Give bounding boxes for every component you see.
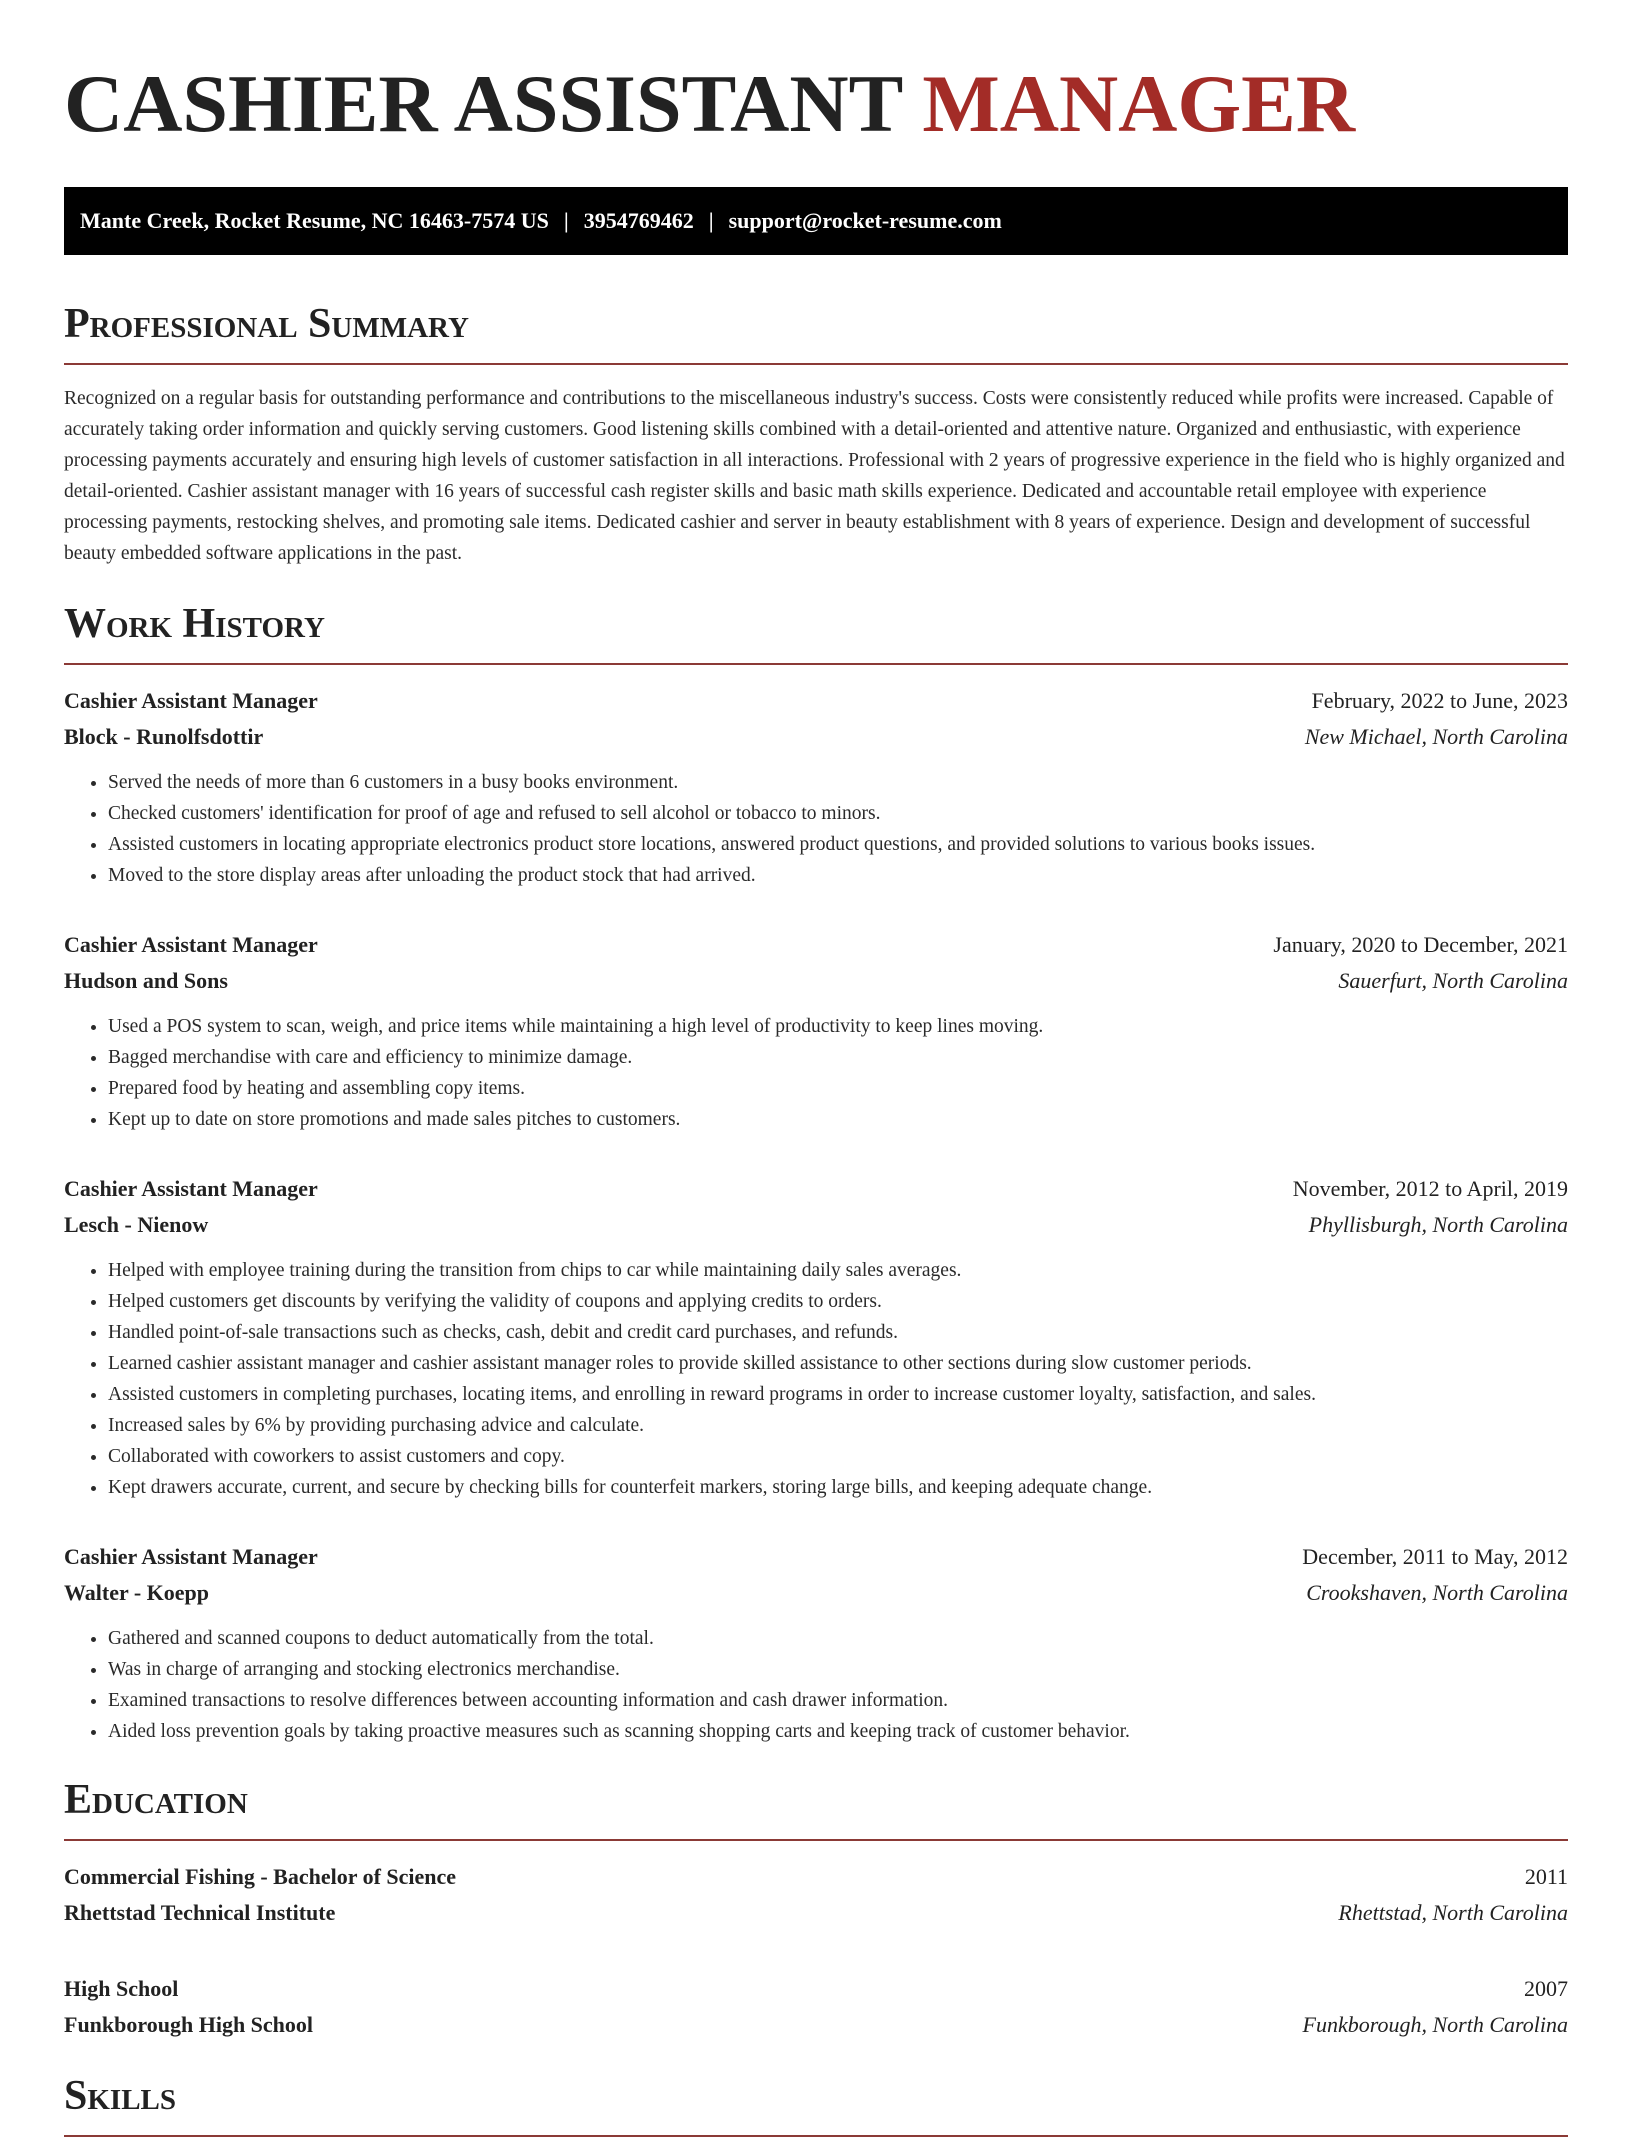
job-bullet: • Handled point-of-sale transactions such as checks, cash, debit and credit card purchases, and refunds.: [108, 1317, 1568, 1348]
title-accent: MANAGER: [922, 58, 1356, 149]
resume-title: [64, 56, 1568, 152]
job-bullet: • Served the needs of more than 6 customers in a busy books environment.: [108, 767, 1568, 798]
job-location: Crookshaven, North Carolina: [1306, 1580, 1568, 1605]
job-entry: [64, 1539, 1568, 1747]
job-bullet: • Assisted customers in locating appropriate electronics product store locations, answered product questions, and provided solutions to various books issues.: [108, 829, 1568, 860]
job-company: Walter - Koepp: [64, 1580, 210, 1605]
contact-address: Mante Creek, Rocket Resume, NC 16463-7574 US: [80, 208, 549, 233]
job-bullet: • Bagged merchandise with care and efficiency to minimize damage.: [108, 1042, 1568, 1073]
job-bullet: • Examined transactions to resolve differences between accounting information and cash drawer information.: [108, 1685, 1568, 1716]
education-location: Funkborough, North Carolina: [1302, 2012, 1568, 2037]
job-bullets: [64, 1623, 1568, 1747]
education-school: Funkborough High School: [64, 2012, 314, 2037]
job-title-row: [64, 683, 1568, 719]
job-bullet: • Aided loss prevention goals by taking proactive measures such as scanning shopping carts and keeping track of customer behavior.: [108, 1716, 1568, 1747]
education-entry: [64, 1971, 1568, 2043]
education-school-row: [64, 2007, 1568, 2043]
work-history-heading: Work History: [64, 599, 1568, 665]
education-heading: Education: [64, 1775, 1568, 1841]
education-degree: Commercial Fishing - Bachelor of Science: [64, 1864, 457, 1889]
job-title: Cashier Assistant Manager: [64, 1544, 318, 1569]
job-company-row: [64, 963, 1568, 999]
job-company: Lesch - Nienow: [64, 1212, 209, 1237]
job-bullet: • Gathered and scanned coupons to deduct automatically from the total.: [108, 1623, 1568, 1654]
job-entry: [64, 1171, 1568, 1503]
job-company-row: [64, 1207, 1568, 1243]
job-bullet: • Collaborated with coworkers to assist customers and copy.: [108, 1441, 1568, 1472]
job-entry: [64, 683, 1568, 891]
skills-heading: Skills: [64, 2071, 1568, 2137]
job-bullet: • Helped with employee training during the transition from chips to car while maintaining daily sales averages.: [108, 1255, 1568, 1286]
job-dates: January, 2020 to December, 2021: [1273, 932, 1568, 957]
job-company-row: [64, 719, 1568, 755]
job-bullets: [64, 1255, 1568, 1503]
education-entry: [64, 1859, 1568, 1931]
education-location: Rhettstad, North Carolina: [1338, 1900, 1568, 1925]
job-bullet: • Learned cashier assistant manager and cashier assistant manager roles to provide skilled assistance to other sections during slow customer periods.: [108, 1348, 1568, 1379]
job-title: Cashier Assistant Manager: [64, 688, 318, 713]
education-school: Rhettstad Technical Institute: [64, 1900, 336, 1925]
contact-phone: 3954769462: [583, 208, 694, 233]
summary-text: Recognized on a regular basis for outstanding performance and contributions to the miscellaneous industry's success. Costs were consistently reduced while profits were increased. Capable of accurately taking order information and quickly serving customers. Good listening skills combined with a detail-oriented and attentive nature. Organized and enthusiastic, with experience processing payments accurately and ensuring high levels of customer satisfaction in all interactions. Professional with 2 years of progressive experience in the field who is highly organized and detail-oriented. Cashier assistant manager with 16 years of successful cash register skills and basic math skills experience. Dedicated and accountable retail employee with experience processing payments, restocking shelves, and promoting sale items. Dedicated cashier and server in beauty establishment with 8 years of experience. Design and development of successful beauty embedded software applications in the past.: [64, 388, 1565, 564]
job-location: Phyllisburgh, North Carolina: [1308, 1212, 1568, 1237]
summary-heading: Professional Summary: [64, 299, 1568, 365]
job-title-row: [64, 927, 1568, 963]
job-company: Block - Runolfsdottir: [64, 724, 264, 749]
job-dates: February, 2022 to June, 2023: [1311, 688, 1568, 713]
job-bullet: • Checked customers' identification for proof of age and refused to sell alcohol or tobacco to minors.: [108, 798, 1568, 829]
job-title-row: [64, 1171, 1568, 1207]
job-bullet: • Helped customers get discounts by verifying the validity of coupons and applying credits to orders.: [108, 1286, 1568, 1317]
job-bullet: • Kept drawers accurate, current, and secure by checking bills for counterfeit markers, storing large bills, and keeping adequate change.: [108, 1472, 1568, 1503]
education-year: 2007: [1524, 1976, 1568, 2001]
education-degree: High School: [64, 1976, 179, 2001]
job-company: Hudson and Sons: [64, 968, 228, 993]
contact-email: support@rocket-resume.com: [728, 208, 1002, 233]
job-bullet: • Increased sales by 6% by providing purchasing advice and calculate.: [108, 1410, 1568, 1441]
job-bullet: • Assisted customers in completing purchases, locating items, and enrolling in reward programs in order to increase customer loyalty, satisfaction, and sales.: [108, 1379, 1568, 1410]
job-bullets: [64, 767, 1568, 891]
job-dates: November, 2012 to April, 2019: [1292, 1176, 1568, 1201]
job-bullet: • Was in charge of arranging and stocking electronics merchandise.: [108, 1654, 1568, 1685]
contact-separator: |: [708, 208, 714, 233]
job-title: Cashier Assistant Manager: [64, 932, 318, 957]
job-title: Cashier Assistant Manager: [64, 1176, 318, 1201]
job-bullets: [64, 1011, 1568, 1135]
education-degree-row: [64, 1859, 1568, 1895]
job-bullet: • Kept up to date on store promotions and made sales pitches to customers.: [108, 1104, 1568, 1135]
job-dates: December, 2011 to May, 2012: [1302, 1544, 1568, 1569]
job-company-row: [64, 1575, 1568, 1611]
job-bullet: • Prepared food by heating and assembling copy items.: [108, 1073, 1568, 1104]
job-location: New Michael, North Carolina: [1304, 724, 1568, 749]
title-main: CASHIER ASSISTANT: [64, 58, 902, 149]
job-bullet: • Moved to the store display areas after unloading the product stock that had arrived.: [108, 860, 1568, 891]
contact-bar: [64, 187, 1568, 255]
job-bullet: • Used a POS system to scan, weigh, and price items while maintaining a high level of productivity to keep lines moving.: [108, 1011, 1568, 1042]
contact-separator: |: [563, 208, 569, 233]
job-title-row: [64, 1539, 1568, 1575]
education-school-row: [64, 1895, 1568, 1931]
job-entry: [64, 927, 1568, 1135]
education-year: 2011: [1524, 1864, 1568, 1889]
job-location: Sauerfurt, North Carolina: [1338, 968, 1568, 993]
education-degree-row: [64, 1971, 1568, 2007]
